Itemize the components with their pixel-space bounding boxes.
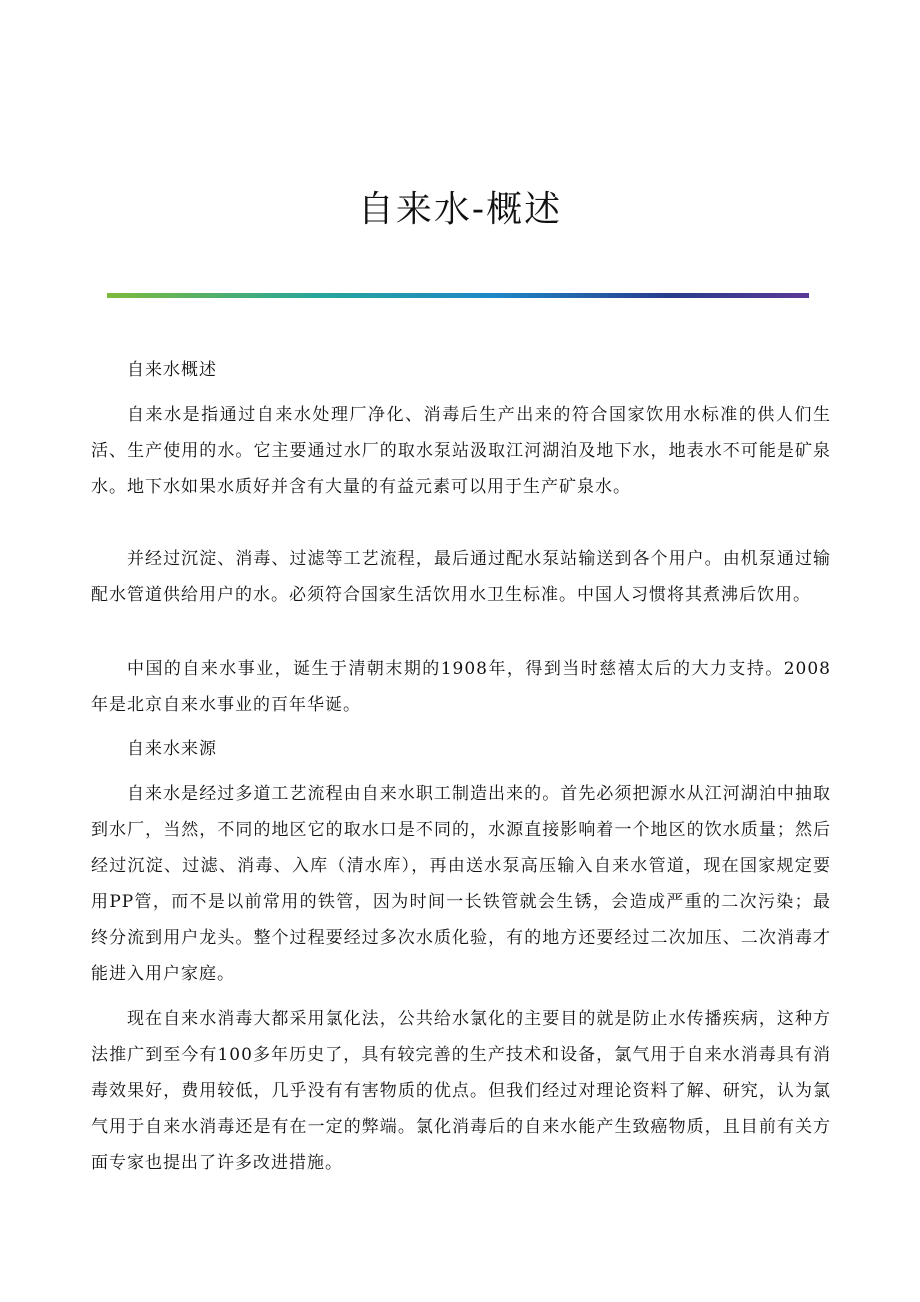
paragraph-source: 自来水是经过多道工艺流程由自来水职工制造出来的。首先必须把源水从江河湖泊中抽取到水厂，当然，不同的地区它的取水口是不同的，水源直接影响着一个地区的饮水质量；然后经过沉淀、过滤、消毒、入库（清水库），再由送水泵高压输入自来水管道，现在国家规定要用PP管，而不是以前常用的铁管，因为时间一长铁管就会生锈，会造成严重的二次污染；最终分流到用户龙头。整个过程要经过多次水质化验，有的地方还要经过二次加压、二次消毒才能进入用户家庭。 [91,784,831,984]
section-heading-source: 自来水来源 [127,739,217,759]
paragraph-definition: 自来水是指通过自来水处理厂净化、消毒后生产出来的符合国家饮用水标准的供人们生活、生产使用的水。它主要通过水厂的取水泵站汲取江河湖泊及地下水，地表水不可能是矿泉水。地下水如果水质好并含有大量的有益元素可以用于生产矿泉水。 [91,405,831,497]
paragraph-process: 并经过沉淀、消毒、过滤等工艺流程，最后通过配水泵站输送到各个用户。由机泵通过输配水管道供给用户的水。必须符合国家生活饮用水卫生标准。中国人习惯将其煮沸后饮用。 [91,549,831,605]
paragraph-chlorination: 现在自来水消毒大都采用氯化法，公共给水氯化的主要目的就是防止水传播疾病，这种方法推广到至今有100多年历史了，具有较完善的生产技术和设备，氯气用于自来水消毒具有消毒效果好，费用较低，几乎没有有害物质的优点。但我们经过对理论资料了解、研究，认为氯气用于自来水消毒还是有在一定的弊端。氯化消毒后的自来水能产生致癌物质，且目前有关方面专家也提出了许多改进措施。 [91,1009,831,1173]
paragraph-history: 中国的自来水事业，诞生于清朝末期的1908年，得到当时慈禧太后的大力支持。2008年是北京自来水事业的百年华诞。 [91,659,831,715]
page-title: 自来水-概述 [357,189,563,230]
title-divider [107,293,809,298]
section-heading-overview: 自来水概述 [127,360,217,380]
